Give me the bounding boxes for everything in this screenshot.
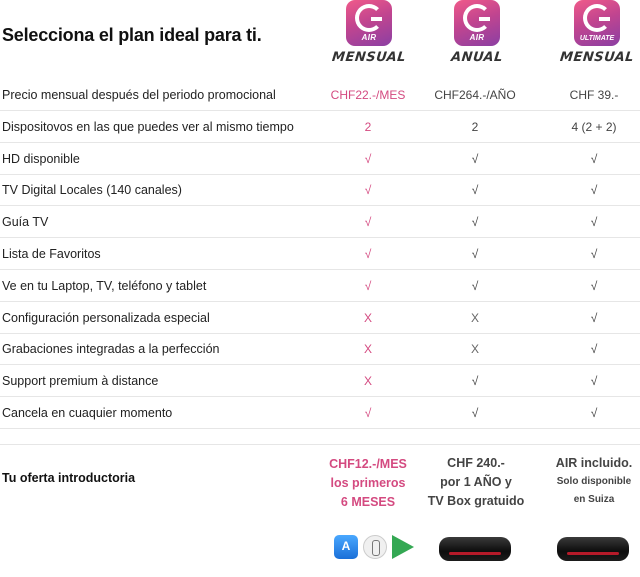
feature-label: HD disponible [2, 151, 80, 166]
feature-value: CHF22.-/MES [330, 88, 406, 102]
g-logo-icon [583, 4, 611, 32]
feature-label: Dispositovos en las que puedes ver al mismo tiempo [2, 119, 294, 134]
plan-air-mensual[interactable] [324, 0, 414, 65]
feature-label: Guía TV [2, 215, 49, 230]
check-icon: √ [590, 151, 598, 166]
tv-box-icon [439, 537, 511, 561]
plan-name: ANUAL [450, 50, 504, 65]
feature-label: Support premium à distance [2, 374, 159, 389]
offer-label: Tu oferta introductoria [2, 471, 136, 485]
check-icon: √ [590, 342, 598, 357]
check-icon: √ [471, 278, 479, 293]
feature-value: 4 (2 + 2) [571, 119, 617, 134]
offer-ultimate [544, 454, 640, 509]
offer-line: 6 MESES [340, 495, 396, 509]
check-icon: √ [471, 183, 479, 198]
check-icon: √ [471, 215, 479, 230]
check-icon: √ [590, 215, 598, 230]
check-icon: √ [471, 151, 479, 166]
feature-row [0, 143, 640, 175]
feature-row [0, 333, 640, 365]
offer-line: AIR incluido. [555, 456, 633, 470]
feature-value: CHF 39.- [569, 88, 619, 102]
page-title: Selecciona el plan ideal para ti. [2, 25, 262, 45]
check-icon: √ [364, 215, 372, 230]
offer-line: Solo disponible [556, 476, 632, 487]
feature-value: 2 [364, 119, 372, 134]
check-icon: √ [364, 183, 372, 198]
check-icon: √ [471, 374, 479, 389]
cross-icon: X [363, 342, 372, 357]
tv-box-icon [557, 537, 629, 561]
feature-row [0, 397, 640, 429]
offer-line: CHF12.-/MES [329, 457, 407, 471]
app-icons [334, 535, 414, 559]
plan-logo-icon [574, 0, 620, 46]
cross-icon: X [470, 310, 479, 325]
feature-row [0, 238, 640, 270]
cross-icon: X [470, 342, 479, 357]
check-icon: √ [590, 278, 598, 293]
check-icon: √ [364, 247, 372, 261]
plan-badge: AIR [361, 33, 377, 42]
check-icon: √ [364, 151, 372, 166]
feature-row [0, 270, 640, 302]
check-icon: √ [471, 406, 479, 420]
check-icon: √ [590, 406, 598, 420]
offer-air-anual [416, 454, 536, 511]
feature-label: Ve en tu Laptop, TV, teléfono y tablet [2, 278, 207, 293]
plan-ultimate-mensual[interactable] [552, 0, 640, 65]
offer-line: por 1 AÑO y [440, 475, 512, 489]
feature-value: CHF264.-/AÑO [434, 88, 516, 102]
check-icon: √ [590, 310, 598, 325]
feature-row [0, 111, 640, 143]
check-icon: √ [590, 374, 598, 389]
offer-line: CHF 240.- [447, 456, 505, 470]
feature-label: Grabaciones integradas a la perfección [2, 342, 220, 357]
check-icon: √ [590, 247, 598, 261]
cross-icon: X [363, 374, 372, 389]
feature-label: Lista de Favoritos [2, 247, 101, 261]
plan-logo-icon [346, 0, 392, 46]
app-store-icon[interactable] [334, 535, 358, 559]
plan-badge: AIR [469, 33, 485, 42]
check-icon: √ [590, 183, 598, 198]
cross-icon: X [363, 310, 372, 325]
intro-offer-section [0, 444, 640, 577]
feature-row [0, 365, 640, 397]
plan-name: MENSUAL [559, 50, 635, 65]
google-play-icon[interactable] [392, 535, 414, 559]
feature-row [0, 302, 640, 334]
feature-label: TV Digital Locales (140 canales) [2, 183, 182, 198]
offer-line: TV Box gratuido [427, 494, 525, 508]
feature-row [0, 206, 640, 238]
feature-label: Cancela en cuaquier momento [2, 406, 173, 420]
offer-line: los primeros [330, 476, 406, 490]
feature-value: 2 [471, 119, 479, 134]
g-logo-icon [463, 4, 491, 32]
feature-label: Configuración personalizada especial [2, 310, 210, 325]
feature-label: Precio mensual después del periodo promocional [2, 88, 276, 102]
plan-badge: ULTIMATE [579, 35, 615, 42]
feature-row [0, 79, 640, 111]
plan-logo-icon [454, 0, 500, 46]
plan-air-anual[interactable] [432, 0, 522, 65]
offer-air-mensual [318, 455, 418, 512]
remote-app-icon[interactable] [363, 535, 387, 559]
plan-name: MENSUAL [331, 50, 407, 65]
offer-line: en Suiza [573, 494, 615, 505]
g-logo-icon [355, 4, 383, 32]
check-icon: √ [364, 406, 372, 420]
check-icon: √ [364, 278, 372, 293]
feature-row [0, 174, 640, 206]
check-icon: √ [471, 247, 479, 261]
